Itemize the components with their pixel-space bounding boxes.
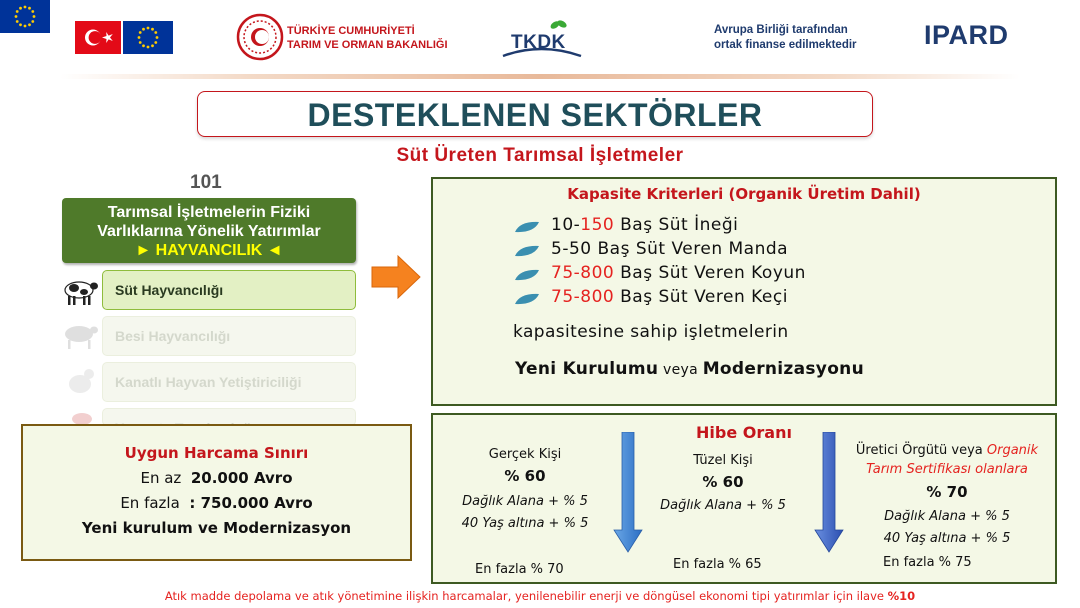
capacity-footer-new: Yeni Kurulumu (515, 359, 659, 379)
ministry-seal-icon (236, 13, 284, 61)
grant-org-max: En fazla % 75 (883, 555, 972, 570)
grant-title: Hibe Oranı (696, 423, 792, 442)
capacity-footer-or: veya (658, 362, 703, 378)
eu-flag-icon-2 (0, 0, 50, 33)
capacity-item-sheep-text: Baş Süt Veren Koyun (614, 263, 806, 283)
grant-org-label-1: Üretici Örgütü veya (855, 443, 987, 458)
ipard-logo: IPARD (924, 20, 1009, 50)
bullet-leaf-icon (514, 244, 540, 258)
arrow-down-icon (613, 432, 643, 554)
arrow-right-icon (370, 254, 422, 300)
poultry-icon (60, 364, 100, 398)
capacity-item-sheep (551, 263, 806, 283)
capacity-item-goat-start: 75-800 (551, 287, 615, 307)
spending-limit-box (21, 424, 412, 561)
footnote-bonus: %10 (887, 589, 916, 603)
measure-code: 101 (190, 172, 222, 193)
capacity-title: Kapasite Kriterleri (Organik Üretim Dahil) (567, 185, 921, 203)
capacity-item-buffalo (551, 239, 788, 259)
grant-org-column (839, 441, 1055, 550)
grant-person-column (437, 445, 613, 535)
grant-legal-label: Tüzel Kişi (693, 453, 753, 468)
measure-box (62, 198, 356, 263)
grant-rate-box (431, 413, 1057, 584)
page-title: DESTEKLENEN SEKTÖRLER (307, 97, 763, 133)
eu-flag-icon (123, 21, 173, 54)
eu-line1: Avrupa Birliği tarafından (714, 24, 848, 36)
grant-legal-rate: % 60 (702, 473, 744, 491)
grant-legal-column (643, 451, 803, 517)
header-divider (60, 74, 1020, 79)
capacity-item-cow-start: 10- (551, 215, 581, 235)
capacity-item-cow (551, 215, 738, 235)
grant-person-max: En fazla % 70 (475, 562, 564, 577)
tkdk-logo (497, 18, 585, 62)
capacity-note: kapasitesine sahip işletmelerin (513, 322, 789, 342)
measure-line3: ► HAYVANCILIK ◄ (135, 242, 283, 259)
spending-note: Yeni kurulum ve Modernizasyon (81, 519, 352, 537)
spending-max (23, 491, 410, 516)
spending-min-value: 20.000 Avro (190, 469, 293, 487)
spending-max-value: : 750.000 Avro (189, 494, 313, 512)
turkey-flag-icon (75, 21, 121, 54)
spending-max-label: En fazla (120, 494, 180, 512)
spending-limit-title: Uygun Harcama Sınırı (124, 444, 309, 462)
cow-icon (60, 274, 100, 308)
logo-bar (0, 0, 1080, 80)
grant-org-label-3: Tarım Sertifikası olanlara (866, 462, 1028, 477)
measure-line2: Varlıklarına Yönelik Yatırımlar (97, 223, 321, 240)
capacity-item-cow-text: Baş Süt İneği (614, 215, 739, 235)
capacity-footer (515, 359, 864, 379)
grant-person-rate: % 60 (504, 467, 546, 485)
sector-poultry[interactable]: Kanatlı Hayvan Yetiştiriciliği (102, 362, 356, 402)
bullet-leaf-icon (514, 220, 540, 234)
footnote (0, 589, 1080, 603)
ministry-line2: TARIM VE ORMAN BAKANLIĞI (287, 39, 448, 51)
capacity-footer-modern: Modernizasyonu (702, 359, 864, 379)
grant-person-label: Gerçek Kişi (488, 447, 562, 462)
capacity-item-sheep-start: 75-800 (551, 263, 615, 283)
capacity-item-buffalo-start: 5-50 (551, 239, 592, 259)
grant-person-extra1: Dağlık Alana + % 5 (462, 494, 588, 509)
grant-org-label-2: Organik (986, 443, 1039, 458)
capacity-item-goat (551, 287, 788, 307)
bull-icon (60, 318, 100, 352)
eu-cofinance-text (714, 23, 857, 53)
footnote-text: Atık madde depolama ve atık yönetimine ilişkin harcamalar, yenilenebilir enerji ve döngüsel ekonomi tipi yatırımlar için ilave (164, 589, 888, 603)
hen-icon (60, 405, 100, 425)
grant-legal-extra1: Dağlık Alana + % 5 (660, 498, 786, 513)
capacity-item-buffalo-text: Baş Süt Veren Manda (591, 239, 789, 259)
sector-beef[interactable]: Besi Hayvancılığı (102, 316, 356, 356)
capacity-item-cow-end: 150 (580, 215, 615, 235)
spending-min-label: En az (140, 469, 182, 487)
measure-line1: Tarımsal İşletmelerin Fiziki (107, 204, 311, 221)
ministry-name (287, 24, 448, 52)
grant-legal-max: En fazla % 65 (673, 557, 762, 572)
grant-org-extra2: 40 Yaş altına + % 5 (883, 531, 1011, 546)
bullet-leaf-icon (514, 292, 540, 306)
capacity-item-goat-text: Baş Süt Veren Keçi (614, 287, 788, 307)
page-title-box (197, 91, 873, 137)
ministry-line1: TÜRKİYE CUMHURİYETİ (287, 25, 415, 37)
page-subtitle: Süt Üreten Tarımsal İşletmeler (396, 145, 684, 166)
grant-org-label (839, 441, 1055, 460)
capacity-criteria-box (431, 177, 1057, 406)
bullet-leaf-icon (514, 268, 540, 282)
eu-line2: ortak finanse edilmektedir (714, 39, 857, 51)
spending-min (23, 466, 410, 491)
grant-person-extra2: 40 Yaş altına + % 5 (461, 516, 589, 531)
sector-dairy[interactable]: Süt Hayvancılığı (102, 270, 356, 310)
grant-org-extra1: Dağlık Alana + % 5 (884, 509, 1010, 524)
grant-org-rate: % 70 (926, 483, 968, 501)
agency-name: TKDK (511, 32, 566, 53)
